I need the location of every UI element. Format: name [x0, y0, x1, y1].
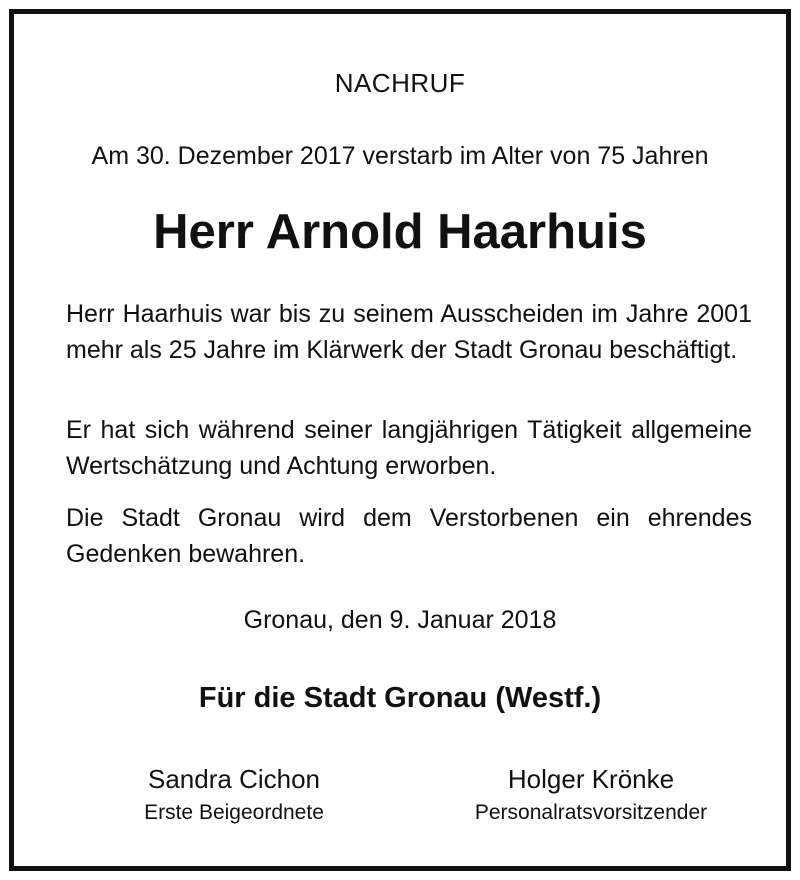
- notice-heading: NACHRUF: [334, 68, 466, 98]
- paragraph-remembrance: Die Stadt Gronau wird dem Verstorbenen ein ehrendes Gedenken bewahren.: [66, 504, 752, 568]
- signatory-left: [64, 762, 404, 830]
- signatory-right: [421, 762, 761, 830]
- signatory-role: Personalratsvorsitzender: [474, 801, 708, 824]
- organization-name: Für die Stadt Gronau (Westf.): [198, 682, 602, 714]
- deceased-name: Herr Arnold Haarhuis: [153, 205, 647, 259]
- signatory-role: Erste Beigeordnete: [144, 801, 324, 824]
- signatory-name: Sandra Cichon: [148, 764, 320, 794]
- death-announcement: Am 30. Dezember 2017 verstarb im Alter von 75 Jahren: [91, 142, 709, 170]
- paragraph-appreciation: Er hat sich während seiner langjährigen Tätigkeit allgemeine Wertschätzung und Achtung erworben.: [66, 416, 752, 480]
- obituary-frame: [9, 9, 791, 871]
- signatory-name: Holger Krönke: [507, 764, 675, 794]
- place-and-date: Gronau, den 9. Januar 2018: [243, 606, 557, 634]
- paragraph-employment: Herr Haarhuis war bis zu seinem Ausscheiden im Jahre 2001 mehr als 25 Jahre im Klärwerk der Stadt Gronau beschäftigt.: [66, 300, 752, 364]
